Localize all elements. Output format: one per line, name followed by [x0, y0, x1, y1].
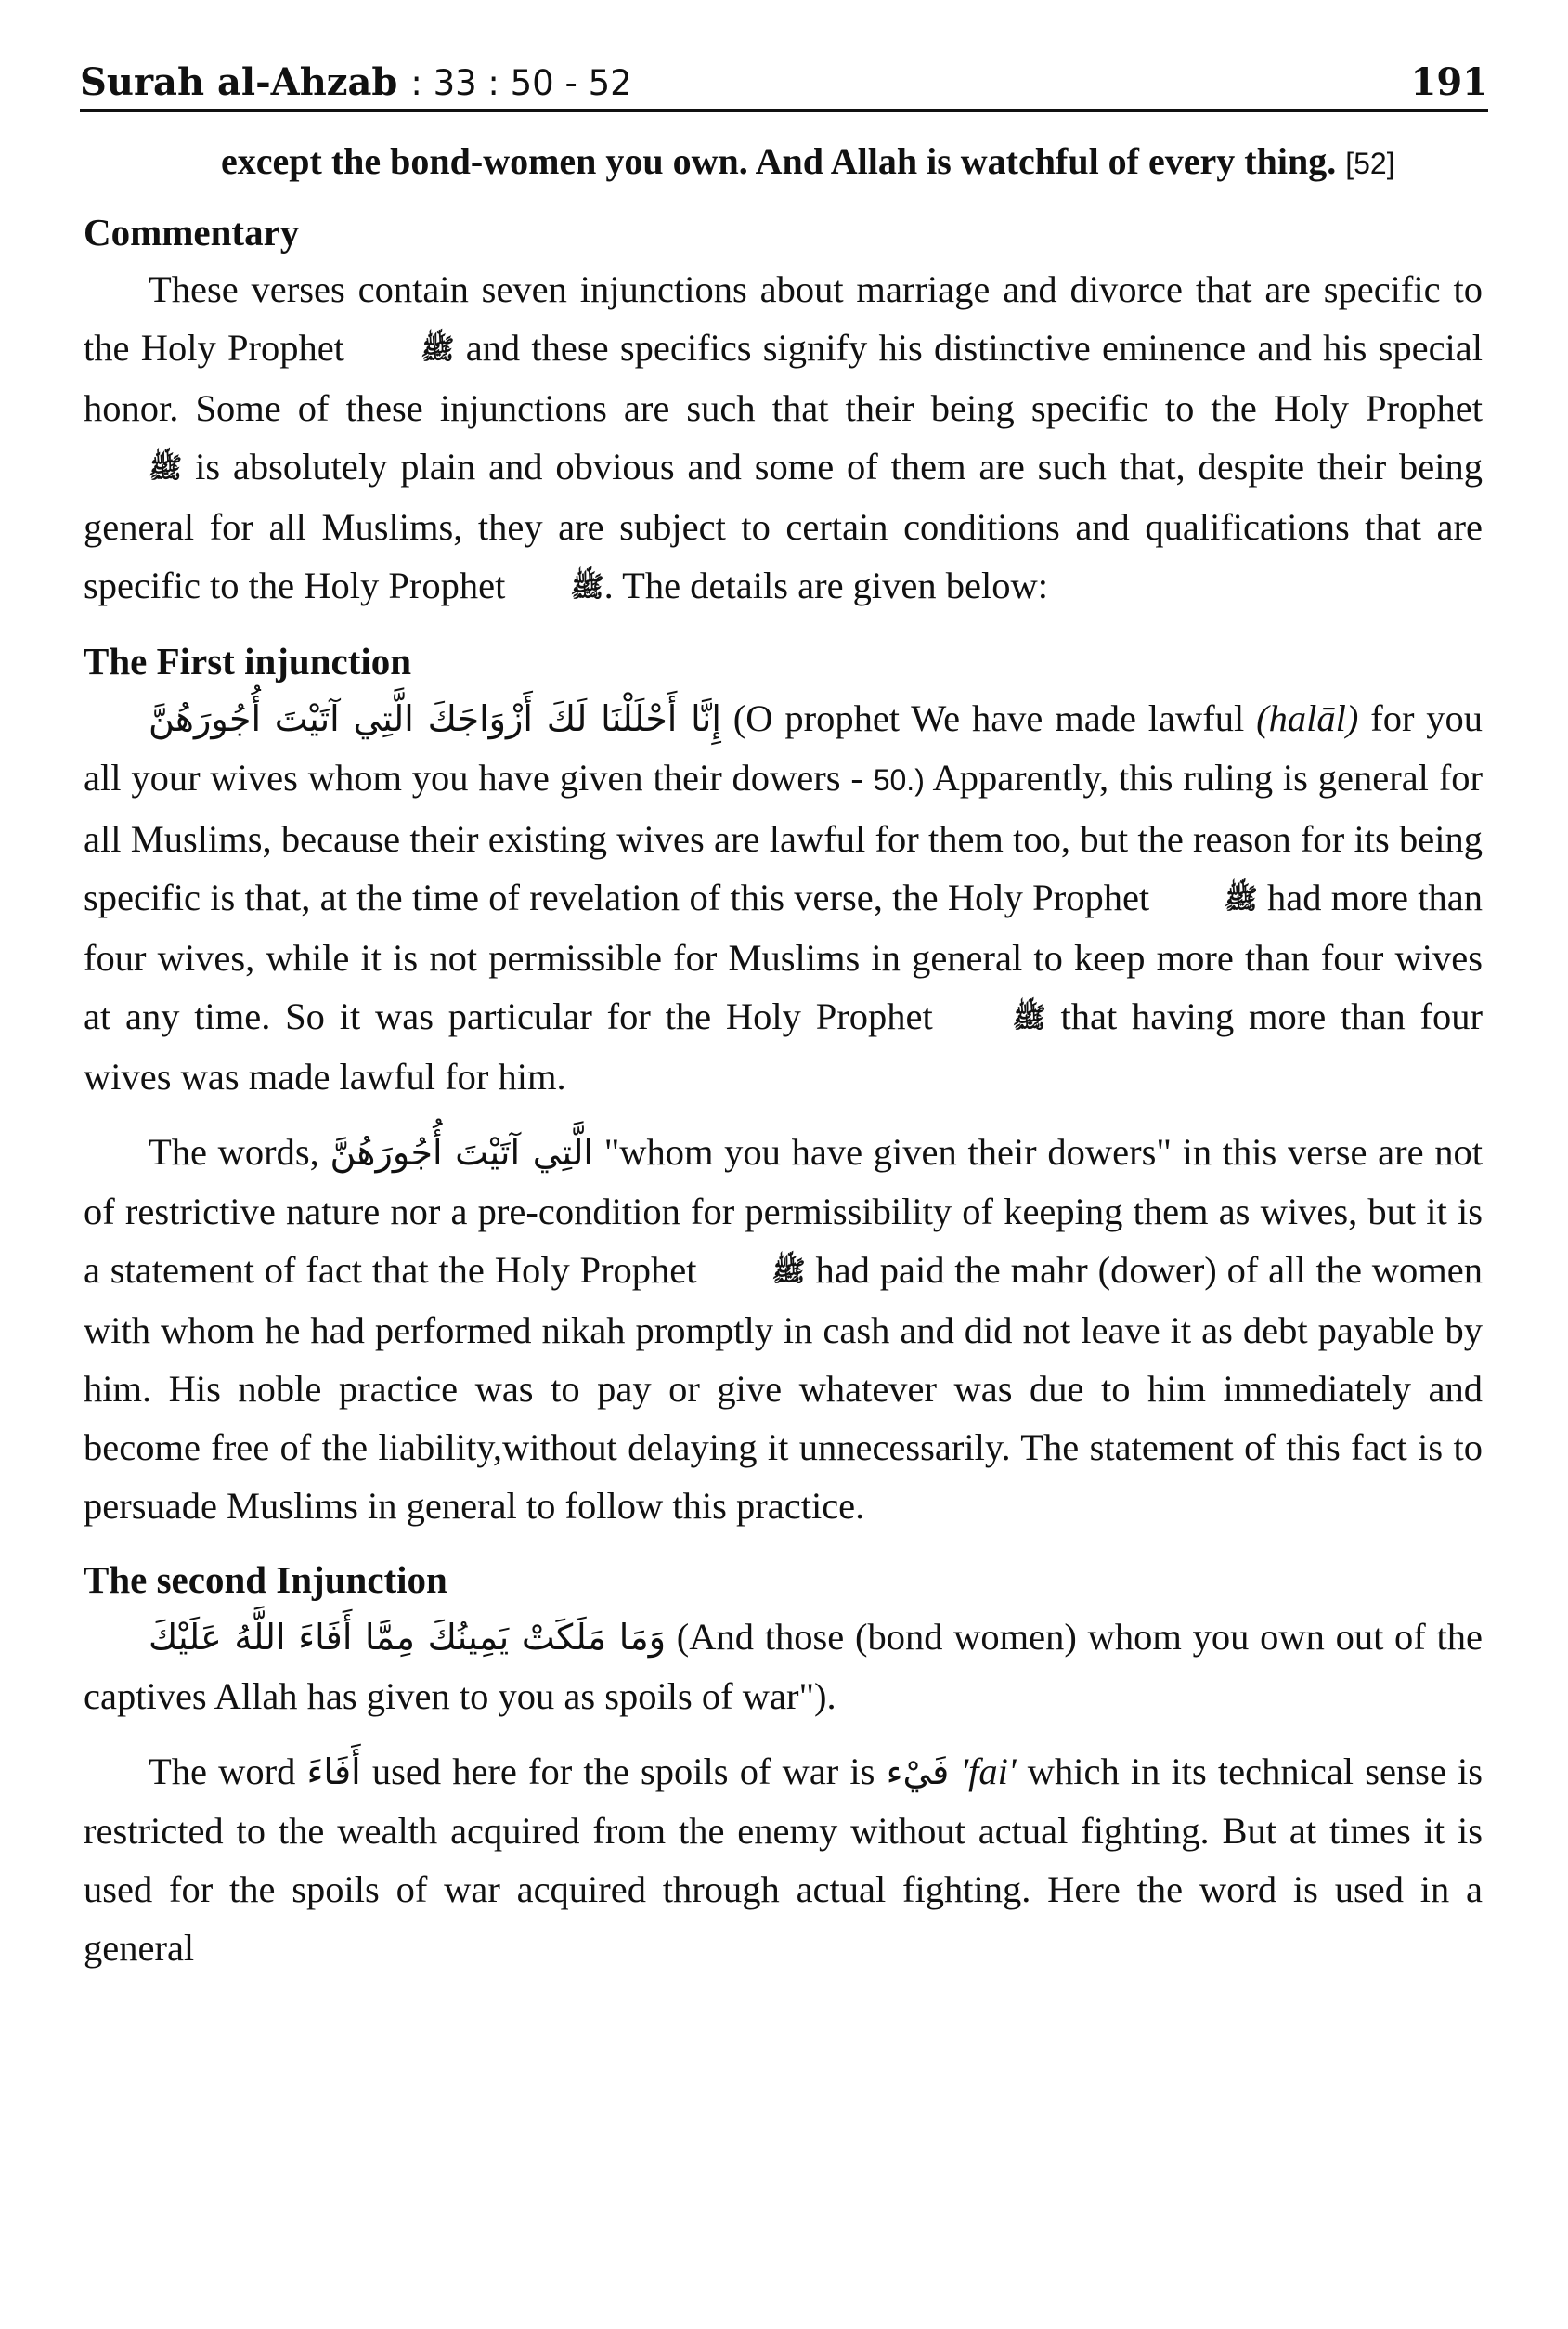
italic-term: 'fai' — [960, 1750, 1017, 1792]
text-run: (O prophet We have made lawful — [732, 697, 1245, 739]
italic-term: (halāl) — [1256, 697, 1359, 739]
verse-reference: 50.) — [873, 763, 925, 797]
commentary-heading: Commentary — [84, 211, 300, 254]
first-injunction-heading: The First injunction — [84, 640, 412, 683]
text-run: "whom you have given their dowers" in this verse are not of restrictive nature nor a pre-condition for permissibility of keeping them as wives, but it is a statement of fact that the Holy Prophet — [84, 1131, 1484, 1291]
text-run: Apparently, this ruling is general for all Muslims, because their existing wives are lawful for them too, but the reason for its being specific is that, at the time of revelation of this verse, the Holy Prophet — [84, 757, 1483, 918]
text-run: These verses contain seven injunctions about marriage and divorce that are specific to the Holy Prophet — [84, 268, 1483, 369]
second-injunction-heading: The second Injunction — [84, 1558, 447, 1601]
page-number: 191 — [1410, 60, 1488, 104]
text-run: The words, — [149, 1131, 319, 1173]
salutation-icon: ﷺ — [421, 333, 455, 366]
text-run: had more than four wives, while it is not permissible for Muslims in general to keep more than four wives at any time. So it was particular for the Holy Prophet — [84, 877, 1484, 1037]
page-body — [84, 132, 1483, 1994]
second-injunction-paragraph — [84, 1607, 1483, 1725]
header-rule — [80, 109, 1488, 112]
text-run: and these specifics signify his distinctive eminence and his special honor. Some of these injunctions are such that their being specific to the Holy Prophet — [84, 327, 1484, 429]
arabic-word: أَفَاءَ — [306, 1751, 361, 1792]
verse-number: [52] — [1345, 147, 1395, 180]
arabic-quote: وَمَا مَلَكَتْ يَمِينُكَ مِمَّا أَفَاءَ اللَّهُ عَلَيْكَ — [149, 1617, 667, 1658]
text-run: is absolutely plain and obvious and some of them are such that, despite their being general for all Muslims, they are subject to certain conditions and qualifications that are specific to the Holy Prophet — [84, 446, 1483, 606]
surah-title: Surah al-Ahzab — [80, 60, 398, 104]
verse-range: : 33 : 50 - 52 — [410, 63, 632, 103]
salutation-icon: ﷺ — [1224, 883, 1258, 916]
arabic-quote: الَّتِي آتَيْتَ أُجُورَهُنَّ — [330, 1132, 593, 1173]
text-run: The word — [149, 1750, 296, 1792]
arabic-word: فَيْء — [886, 1751, 950, 1792]
text-run: (And those (bond women) whom you own out of the captives Allah has given to you as spoils of war"). — [84, 1616, 1484, 1717]
salutation-icon: ﷺ — [1012, 1002, 1046, 1034]
text-run: used here for the spoils of war is — [371, 1750, 875, 1792]
text-run: . The details are given below: — [603, 565, 1049, 606]
page-header — [80, 48, 1488, 104]
verse-translation — [84, 132, 1483, 193]
text-run: which in its technical sense is restricted to the wealth acquired from the enemy without actual fighting. But at times it is used for the spoils of war acquired through actual fighting. Here the word is used in a general — [84, 1750, 1484, 1969]
arabic-quote: إِنَّا أَحْلَلْنَا لَكَ أَزْوَاجَكَ الَّتِي آتَيْتَ أُجُورَهُنَّ — [149, 698, 721, 739]
text-run: had paid the mahr (dower) of all the women with whom he had performed nikah promptly in cash and did not leave it as debt payable by him. His noble practice was to pay or give whatever was due to him immediately and become free of the liability,without delaying it unnecessarily. The statement of this fact is to persuade Muslims in general to follow this practice. — [84, 1249, 1483, 1527]
second-injunction-paragraph-2 — [84, 1742, 1483, 1977]
salutation-icon: ﷺ — [149, 452, 183, 485]
text-run: that having more than four wives was made lawful for him. — [84, 995, 1483, 1098]
running-header — [80, 60, 632, 104]
first-injunction-paragraph — [84, 689, 1483, 1106]
salutation-icon: ﷺ — [771, 1256, 806, 1288]
first-injunction-paragraph-2 — [84, 1123, 1483, 1535]
translation-text: except the bond-women you own. And Allah is watchful of every thing. — [221, 140, 1337, 182]
commentary-paragraph — [84, 260, 1483, 617]
text-run: for you all your wives whom you have given their dowers - — [84, 697, 1484, 799]
salutation-icon: ﷺ — [570, 571, 604, 604]
